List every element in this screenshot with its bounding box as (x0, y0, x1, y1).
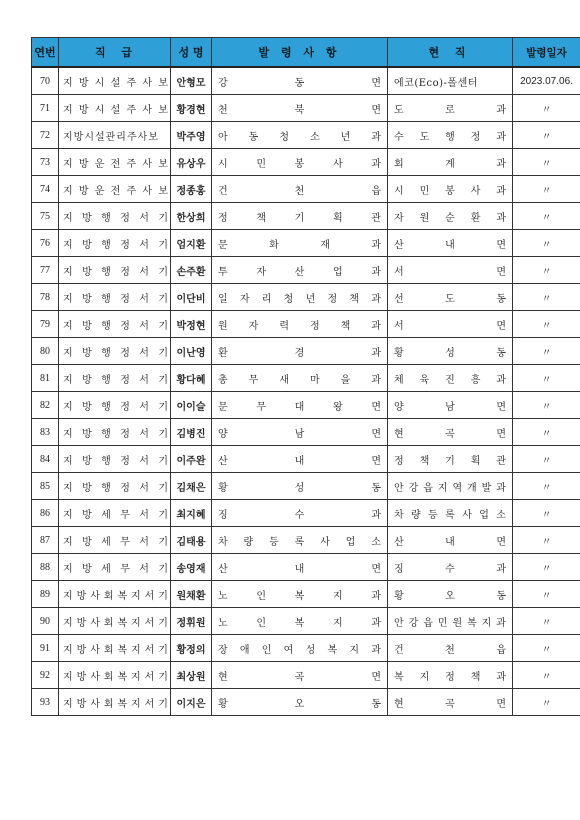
justified-text: 천 북 면 (218, 104, 381, 116)
appointment-cell (212, 311, 388, 338)
appointment-date-cell: 〃 (513, 95, 580, 122)
name-cell: 정휘원 (171, 608, 212, 635)
current-position-cell (388, 446, 513, 473)
justified-text: 지 방 행 정 서 기 (63, 482, 170, 494)
current-position-cell (388, 527, 513, 554)
justified-text: 지 방 사 회 복 지 서 기 (63, 617, 170, 629)
current-position-cell (388, 473, 513, 500)
justified-text: 회 계 과 (394, 158, 506, 170)
justified-text: 지 방 행 정 서 기 (63, 455, 170, 467)
justified-text: 서 면 (394, 266, 506, 278)
appointment-date-cell: 〃 (513, 554, 580, 581)
rank-cell (59, 662, 171, 689)
justified-text: 차 량 등 록 사 업 소 (394, 509, 506, 521)
justified-text: 선 도 동 (394, 293, 506, 305)
table-row (32, 230, 580, 257)
table-row (32, 554, 580, 581)
justified-text: 문 무 대 왕 면 (218, 401, 381, 413)
appointment-date-cell: 〃 (513, 608, 580, 635)
appointment-date-cell: 〃 (513, 284, 580, 311)
serial-number-cell: 78 (32, 284, 59, 311)
appointment-date-cell: 〃 (513, 392, 580, 419)
appointment-cell (212, 338, 388, 365)
appointment-date-cell: 〃 (513, 176, 580, 203)
justified-text: 안 강 읍 지 역 개 발 과 (394, 482, 506, 494)
header-rank: 직 급 (59, 38, 171, 68)
serial-number-cell: 77 (32, 257, 59, 284)
header-name: 성 명 (171, 38, 212, 68)
name-cell: 이주완 (171, 446, 212, 473)
serial-number-cell: 90 (32, 608, 59, 635)
rank-cell (59, 338, 171, 365)
rank-cell (59, 635, 171, 662)
appointment-date-cell: 〃 (513, 257, 580, 284)
rank-cell (59, 689, 171, 716)
current-position-cell: 에코(Eco)-폴센터 (388, 67, 513, 95)
name-cell: 김병진 (171, 419, 212, 446)
justified-text: 산 내 면 (218, 563, 381, 575)
serial-number-cell: 82 (32, 392, 59, 419)
name-cell: 이지은 (171, 689, 212, 716)
name-cell: 손주환 (171, 257, 212, 284)
appointment-cell (212, 230, 388, 257)
current-position-cell (388, 311, 513, 338)
serial-number-cell: 88 (32, 554, 59, 581)
justified-text: 지 방 사 회 복 지 서 기 (63, 698, 170, 710)
appointment-cell (212, 176, 388, 203)
appointment-cell (212, 527, 388, 554)
table-row (32, 311, 580, 338)
justified-text: 현 곡 면 (218, 671, 381, 683)
table-row (32, 662, 580, 689)
header-serial-number: 연번 (32, 38, 59, 68)
justified-text: 수 도 행 정 과 (394, 131, 506, 143)
justified-text: 지 방 사 회 복 지 서 기 (63, 644, 170, 656)
justified-text: 지 방 행 정 서 기 (63, 266, 170, 278)
appointment-cell (212, 203, 388, 230)
current-position-cell (388, 554, 513, 581)
justified-text: 황 오 동 (394, 590, 506, 602)
justified-text: 징 수 과 (218, 509, 381, 521)
justified-text: 지 방 행 정 서 기 (63, 347, 170, 359)
serial-number-cell: 71 (32, 95, 59, 122)
serial-number-cell: 89 (32, 581, 59, 608)
rank-cell (59, 230, 171, 257)
appointment-date-cell: 〃 (513, 446, 580, 473)
serial-number-cell: 85 (32, 473, 59, 500)
table-row (32, 95, 580, 122)
current-position-cell (388, 122, 513, 149)
header-appointment-date: 발령일자 (513, 38, 580, 68)
justified-text: 황 성 동 (218, 482, 381, 494)
justified-text: 지 방 사 회 복 지 서 기 (63, 590, 170, 602)
name-cell: 안형모 (171, 67, 212, 95)
rank-cell (59, 284, 171, 311)
justified-text: 시 민 봉 사 과 (394, 185, 506, 197)
name-cell: 송영재 (171, 554, 212, 581)
appointment-cell (212, 284, 388, 311)
table-row (32, 581, 580, 608)
table-header-row (32, 38, 580, 68)
appointment-date-cell: 〃 (513, 230, 580, 257)
table-row (32, 392, 580, 419)
justified-text: 차 량 등 록 사 업 소 (218, 536, 381, 548)
appointment-date-cell: 〃 (513, 365, 580, 392)
serial-number-cell: 92 (32, 662, 59, 689)
appointment-cell (212, 554, 388, 581)
justified-text: 도 로 과 (394, 104, 506, 116)
current-position-cell (388, 95, 513, 122)
current-position-cell (388, 365, 513, 392)
justified-text: 시 민 봉 사 과 (218, 158, 381, 170)
current-position-cell (388, 230, 513, 257)
appointment-date-cell: 〃 (513, 662, 580, 689)
justified-text: 산 내 면 (218, 455, 381, 467)
appointment-cell (212, 608, 388, 635)
justified-text: 현 곡 면 (394, 428, 506, 440)
name-cell: 이단비 (171, 284, 212, 311)
name-cell: 박정현 (171, 311, 212, 338)
rank-cell (59, 527, 171, 554)
appointment-cell (212, 689, 388, 716)
table-row (32, 284, 580, 311)
rank-cell (59, 365, 171, 392)
table-row (32, 635, 580, 662)
name-cell: 엄지환 (171, 230, 212, 257)
serial-number-cell: 80 (32, 338, 59, 365)
current-position-cell (388, 338, 513, 365)
justified-text: 지 방 운 전 주 사 보 (63, 158, 170, 170)
rank-cell (59, 203, 171, 230)
justified-text: 황 성 동 (394, 347, 506, 359)
rank-cell (59, 608, 171, 635)
rank-cell (59, 176, 171, 203)
rank-cell (59, 419, 171, 446)
justified-text: 체 육 진 흥 과 (394, 374, 506, 386)
name-cell: 황정의 (171, 635, 212, 662)
serial-number-cell: 86 (32, 500, 59, 527)
justified-text: 원 자 력 정 책 과 (218, 320, 381, 332)
justified-text: 지 방 행 정 서 기 (63, 374, 170, 386)
serial-number-cell: 73 (32, 149, 59, 176)
current-position-cell (388, 581, 513, 608)
justified-text: 지 방 시 설 주 사 보 (63, 104, 170, 116)
name-cell: 김태용 (171, 527, 212, 554)
justified-text: 아 동 청 소 년 과 (218, 131, 381, 143)
appointment-cell (212, 500, 388, 527)
appointment-cell (212, 257, 388, 284)
justified-text: 산 내 면 (394, 536, 506, 548)
serial-number-cell: 79 (32, 311, 59, 338)
appointment-date-cell: 〃 (513, 149, 580, 176)
appointment-cell (212, 365, 388, 392)
serial-number-cell: 83 (32, 419, 59, 446)
current-position-cell (388, 608, 513, 635)
appointment-date-cell: 2023.07.06. (513, 67, 580, 95)
serial-number-cell: 70 (32, 67, 59, 95)
justified-text: 징 수 과 (394, 563, 506, 575)
serial-number-cell: 87 (32, 527, 59, 554)
current-position-cell (388, 689, 513, 716)
table-row (32, 527, 580, 554)
rank-cell (59, 95, 171, 122)
rank-cell: 지방시설관리주사보 (59, 122, 171, 149)
appointment-date-cell: 〃 (513, 338, 580, 365)
justified-text: 환 경 과 (218, 347, 381, 359)
rank-cell (59, 392, 171, 419)
justified-text: 지 방 행 정 서 기 (63, 212, 170, 224)
table-row (32, 257, 580, 284)
serial-number-cell: 93 (32, 689, 59, 716)
table-row (32, 689, 580, 716)
name-cell: 김채은 (171, 473, 212, 500)
appointment-date-cell: 〃 (513, 311, 580, 338)
justified-text: 건 천 읍 (394, 644, 506, 656)
table-row (32, 338, 580, 365)
current-position-cell (388, 149, 513, 176)
table-row (32, 67, 580, 95)
serial-number-cell: 75 (32, 203, 59, 230)
appointment-cell (212, 473, 388, 500)
justified-text: 지 방 행 정 서 기 (63, 401, 170, 413)
table-row (32, 419, 580, 446)
serial-number-cell: 76 (32, 230, 59, 257)
justified-text: 현 곡 면 (394, 698, 506, 710)
table-row (32, 473, 580, 500)
justified-text: 장 애 인 여 성 복 지 과 (218, 644, 381, 656)
appointment-date-cell: 〃 (513, 635, 580, 662)
personnel-appointment-table (31, 37, 580, 716)
name-cell: 한상희 (171, 203, 212, 230)
table-row (32, 446, 580, 473)
table-row (32, 500, 580, 527)
name-cell: 유상우 (171, 149, 212, 176)
justified-text: 총 무 새 마 을 과 (218, 374, 381, 386)
table-row (32, 122, 580, 149)
name-cell: 박주영 (171, 122, 212, 149)
justified-text: 지 방 행 정 서 기 (63, 428, 170, 440)
appointment-cell (212, 662, 388, 689)
appointment-date-cell: 〃 (513, 581, 580, 608)
justified-text: 지 방 세 무 서 기 (63, 563, 170, 575)
name-cell: 황경현 (171, 95, 212, 122)
serial-number-cell: 84 (32, 446, 59, 473)
table-row (32, 176, 580, 203)
name-cell: 최상원 (171, 662, 212, 689)
justified-text: 복 지 정 책 과 (394, 671, 506, 683)
justified-text: 지 방 행 정 서 기 (63, 293, 170, 305)
appointment-cell (212, 446, 388, 473)
rank-cell (59, 257, 171, 284)
justified-text: 노 인 복 지 과 (218, 617, 381, 629)
appointment-cell (212, 149, 388, 176)
current-position-cell (388, 257, 513, 284)
justified-text: 자 원 순 환 과 (394, 212, 506, 224)
justified-text: 산 내 면 (394, 239, 506, 251)
rank-cell (59, 446, 171, 473)
justified-text: 문 화 재 과 (218, 239, 381, 251)
appointment-date-cell: 〃 (513, 203, 580, 230)
appointment-cell (212, 95, 388, 122)
justified-text: 지 방 사 회 복 지 서 기 (63, 671, 170, 683)
appointment-date-cell: 〃 (513, 689, 580, 716)
justified-text: 지 방 행 정 서 기 (63, 320, 170, 332)
appointment-cell (212, 635, 388, 662)
rank-cell (59, 581, 171, 608)
name-cell: 이난영 (171, 338, 212, 365)
justified-text: 지 방 세 무 서 기 (63, 536, 170, 548)
rank-cell (59, 473, 171, 500)
appointment-cell (212, 67, 388, 95)
appointment-cell (212, 581, 388, 608)
table-row (32, 203, 580, 230)
name-cell: 정종홍 (171, 176, 212, 203)
appointment-date-cell: 〃 (513, 419, 580, 446)
justified-text: 지 방 세 무 서 기 (63, 509, 170, 521)
justified-text: 건 천 읍 (218, 185, 381, 197)
appointment-cell (212, 392, 388, 419)
justified-text: 양 남 면 (218, 428, 381, 440)
appointment-date-cell: 〃 (513, 122, 580, 149)
table-row (32, 608, 580, 635)
justified-text: 지 방 행 정 서 기 (63, 239, 170, 251)
current-position-cell (388, 284, 513, 311)
name-cell: 황다혜 (171, 365, 212, 392)
rank-cell (59, 554, 171, 581)
current-position-cell (388, 203, 513, 230)
table-body (32, 67, 580, 716)
serial-number-cell: 72 (32, 122, 59, 149)
header-appointment: 발 령 사 항 (212, 38, 388, 68)
serial-number-cell: 81 (32, 365, 59, 392)
rank-cell (59, 149, 171, 176)
justified-text: 정 책 기 획 관 (394, 455, 506, 467)
justified-text: 안 강 읍 민 원 복 지 과 (394, 617, 506, 629)
current-position-cell (388, 500, 513, 527)
serial-number-cell: 91 (32, 635, 59, 662)
justified-text: 정 책 기 획 관 (218, 212, 381, 224)
appointment-date-cell: 〃 (513, 527, 580, 554)
rank-cell (59, 67, 171, 95)
justified-text: 노 인 복 지 과 (218, 590, 381, 602)
appointment-date-cell: 〃 (513, 500, 580, 527)
current-position-cell (388, 392, 513, 419)
justified-text: 투 자 산 업 과 (218, 266, 381, 278)
appointment-cell (212, 122, 388, 149)
name-cell: 원채환 (171, 581, 212, 608)
rank-cell (59, 500, 171, 527)
name-cell: 최지혜 (171, 500, 212, 527)
current-position-cell (388, 635, 513, 662)
current-position-cell (388, 662, 513, 689)
appointment-date-cell: 〃 (513, 473, 580, 500)
justified-text: 지 방 시 설 주 사 보 (63, 77, 170, 89)
table-row (32, 365, 580, 392)
table-row (32, 149, 580, 176)
justified-text: 황 오 동 (218, 698, 381, 710)
justified-text: 지 방 운 전 주 사 보 (63, 185, 170, 197)
current-position-cell (388, 419, 513, 446)
justified-text: 서 면 (394, 320, 506, 332)
justified-text: 일 자 리 청 년 정 책 과 (218, 293, 381, 305)
justified-text: 강 동 면 (218, 77, 381, 89)
serial-number-cell: 74 (32, 176, 59, 203)
appointment-cell (212, 419, 388, 446)
name-cell: 이이슬 (171, 392, 212, 419)
justified-text: 양 남 면 (394, 401, 506, 413)
header-current-position: 현 직 (388, 38, 513, 68)
rank-cell (59, 311, 171, 338)
current-position-cell (388, 176, 513, 203)
